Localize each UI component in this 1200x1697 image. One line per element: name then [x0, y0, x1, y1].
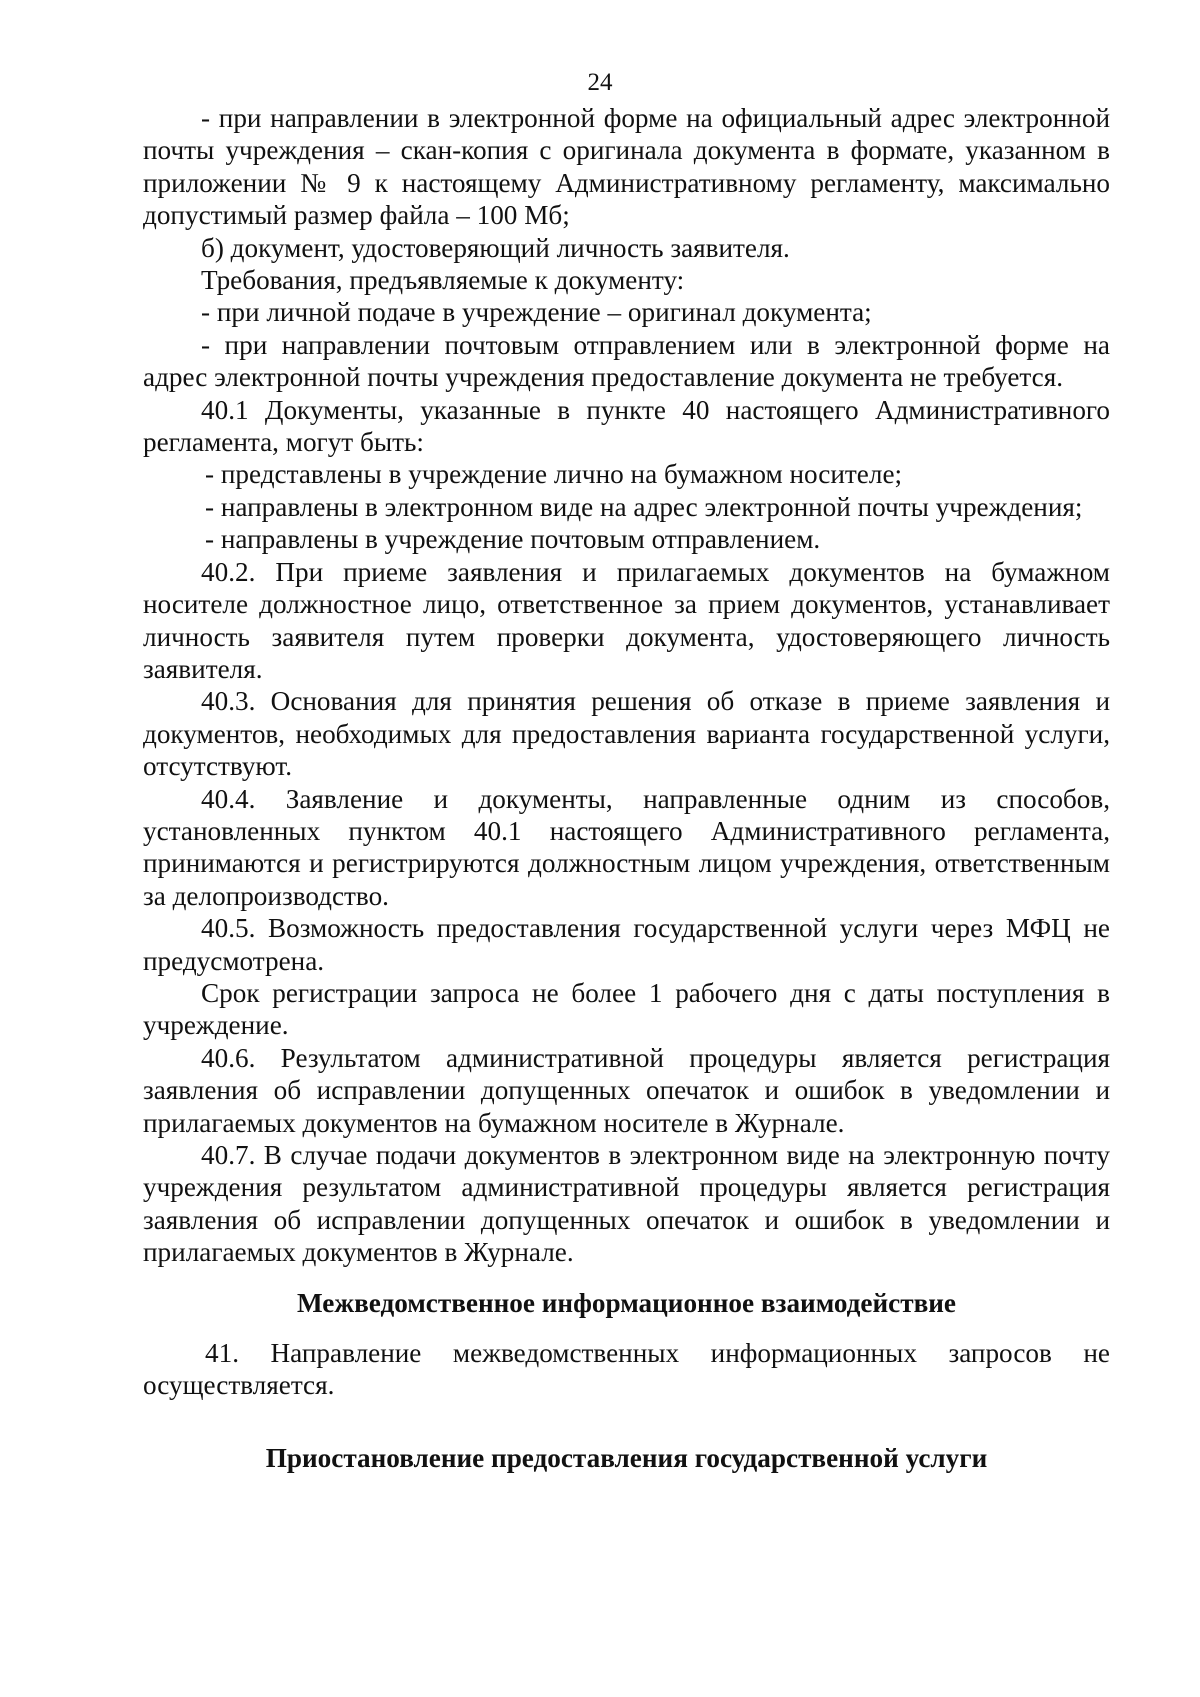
document-body	[143, 102, 1110, 1474]
paragraph: 40.6. Результатом административной процедуры является регистрация заявления об исправлении допущенных опечаток и ошибок в уведомлении и прилагаемых документов на бумажном носителе в Журнале.	[143, 1042, 1110, 1138]
paragraph: - представлены в учреждение лично на бумажном носителе;	[205, 459, 903, 490]
paragraph: - направлены в учреждение почтовым отправлением.	[205, 524, 821, 555]
paragraph: 40.1 Документы, указанные в пункте 40 настоящего Административного регламента, могут быть:	[143, 394, 1110, 458]
paragraph: 41. Направление межведомственных информационных запросов не осуществляется.	[143, 1338, 1110, 1401]
paragraph: - при направлении почтовым отправлением или в электронной форме на адрес электронной почты учреждения предоставление документа не требуется.	[143, 329, 1110, 393]
paragraph: 40.3. Основания для принятия решения об отказе в приеме заявления и документов, необходимых для предоставления варианта государственной услуги, отсутствуют.	[143, 686, 1110, 782]
section-heading: Межведомственное информационное взаимодействие	[296, 1287, 957, 1318]
paragraph: 40.5. Возможность предоставления государственной услуги через МФЦ не предусмотрена.	[143, 913, 1110, 976]
paragraph: - при личной подаче в учреждение – оригинал документа;	[201, 297, 872, 328]
paragraph: 40.4. Заявление и документы, направленные одним из способов, установленных пунктом 40.1 настоящего Административного регламента, принимаются и регистрируются должностным лицом учреждения, ответственным за делопроизводство.	[143, 783, 1110, 911]
section-heading: Приостановление предоставления государственной услуги	[265, 1442, 988, 1473]
paragraph: 40.2. При приеме заявления и прилагаемых документов на бумажном носителе должностное лицо, ответственное за прием документов, устанавливает личность заявителя путем проверки документа, удостоверяющего личность заявителя.	[143, 556, 1110, 684]
paragraph: - направлены в электронном виде на адрес электронной почты учреждения;	[205, 491, 1083, 522]
paragraph: б) документ, удостоверяющий личность заявителя.	[201, 232, 790, 263]
paragraph: 40.7. В случае подачи документов в электронном виде на электронную почту учреждения результатом административной процедуры является регистрация заявления об исправлении допущенных опечаток и ошибок в уведомлении и прилагаемых документов в Журнале.	[143, 1140, 1110, 1268]
paragraph: Требования, предъявляемые к документу:	[201, 265, 685, 296]
paragraph: - при направлении в электронной форме на официальный адрес электронной почты учреждения – скан-копия с оригинала документа в формате, указанном в приложении № 9 к настоящему Административному регламенту, максимально допустимый размер файла – 100 Мб;	[143, 103, 1110, 231]
paragraph: Срок регистрации запроса не более 1 рабочего дня с даты поступления в учреждение.	[143, 977, 1110, 1041]
page-number: 24	[587, 69, 613, 96]
